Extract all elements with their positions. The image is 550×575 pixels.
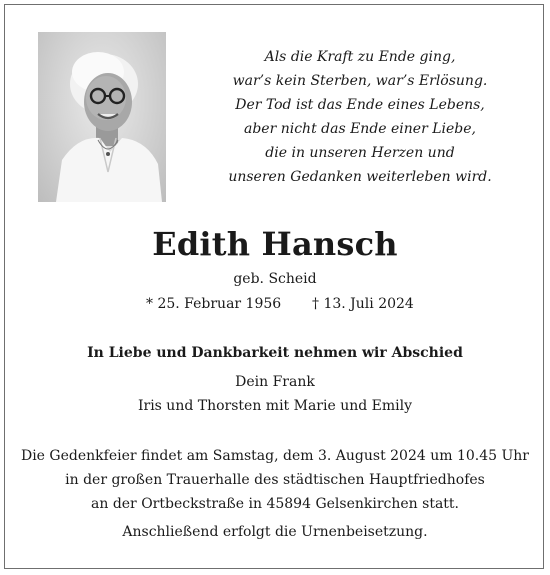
birth-name: geb. Scheid (233, 271, 317, 287)
portrait-photo (38, 32, 166, 202)
poem-line: Als die Kraft zu Ende ging, (264, 49, 456, 65)
ceremony-line: an der Ortbeckstraße in 45894 Gelsenkirchen statt. (91, 496, 459, 512)
birth-date: * 25. Februar 1956 (146, 296, 282, 312)
poem-line: Der Tod ist das Ende eines Lebens, (235, 97, 485, 113)
memorial-poem (215, 45, 505, 189)
ceremony-line: in der großen Trauerhalle des städtischen Hauptfriedhofes (65, 472, 485, 488)
poem-line: unseren Gedanken weiterleben wird. (228, 169, 492, 185)
poem-line: die in unseren Herzen und (265, 145, 455, 161)
mourner-line: Dein Frank (235, 374, 315, 390)
poem-line: war’s kein Sterben, war’s Erlösung. (232, 73, 488, 89)
mourner-line: Iris und Thorsten mit Marie und Emily (137, 398, 413, 414)
burial-note: Anschließend erfolgt die Urnenbeisetzung. (122, 524, 428, 540)
ceremony-line: Die Gedenkfeier findet am Samstag, dem 3. August 2024 um 10.45 Uhr (20, 448, 529, 464)
deceased-name: Edith Hansch (152, 225, 398, 263)
death-date: † 13. Juli 2024 (312, 296, 414, 312)
farewell-heading: In Liebe und Dankbarkeit nehmen wir Abschied (87, 345, 463, 361)
poem-line: aber nicht das Ende einer Liebe, (243, 121, 476, 137)
